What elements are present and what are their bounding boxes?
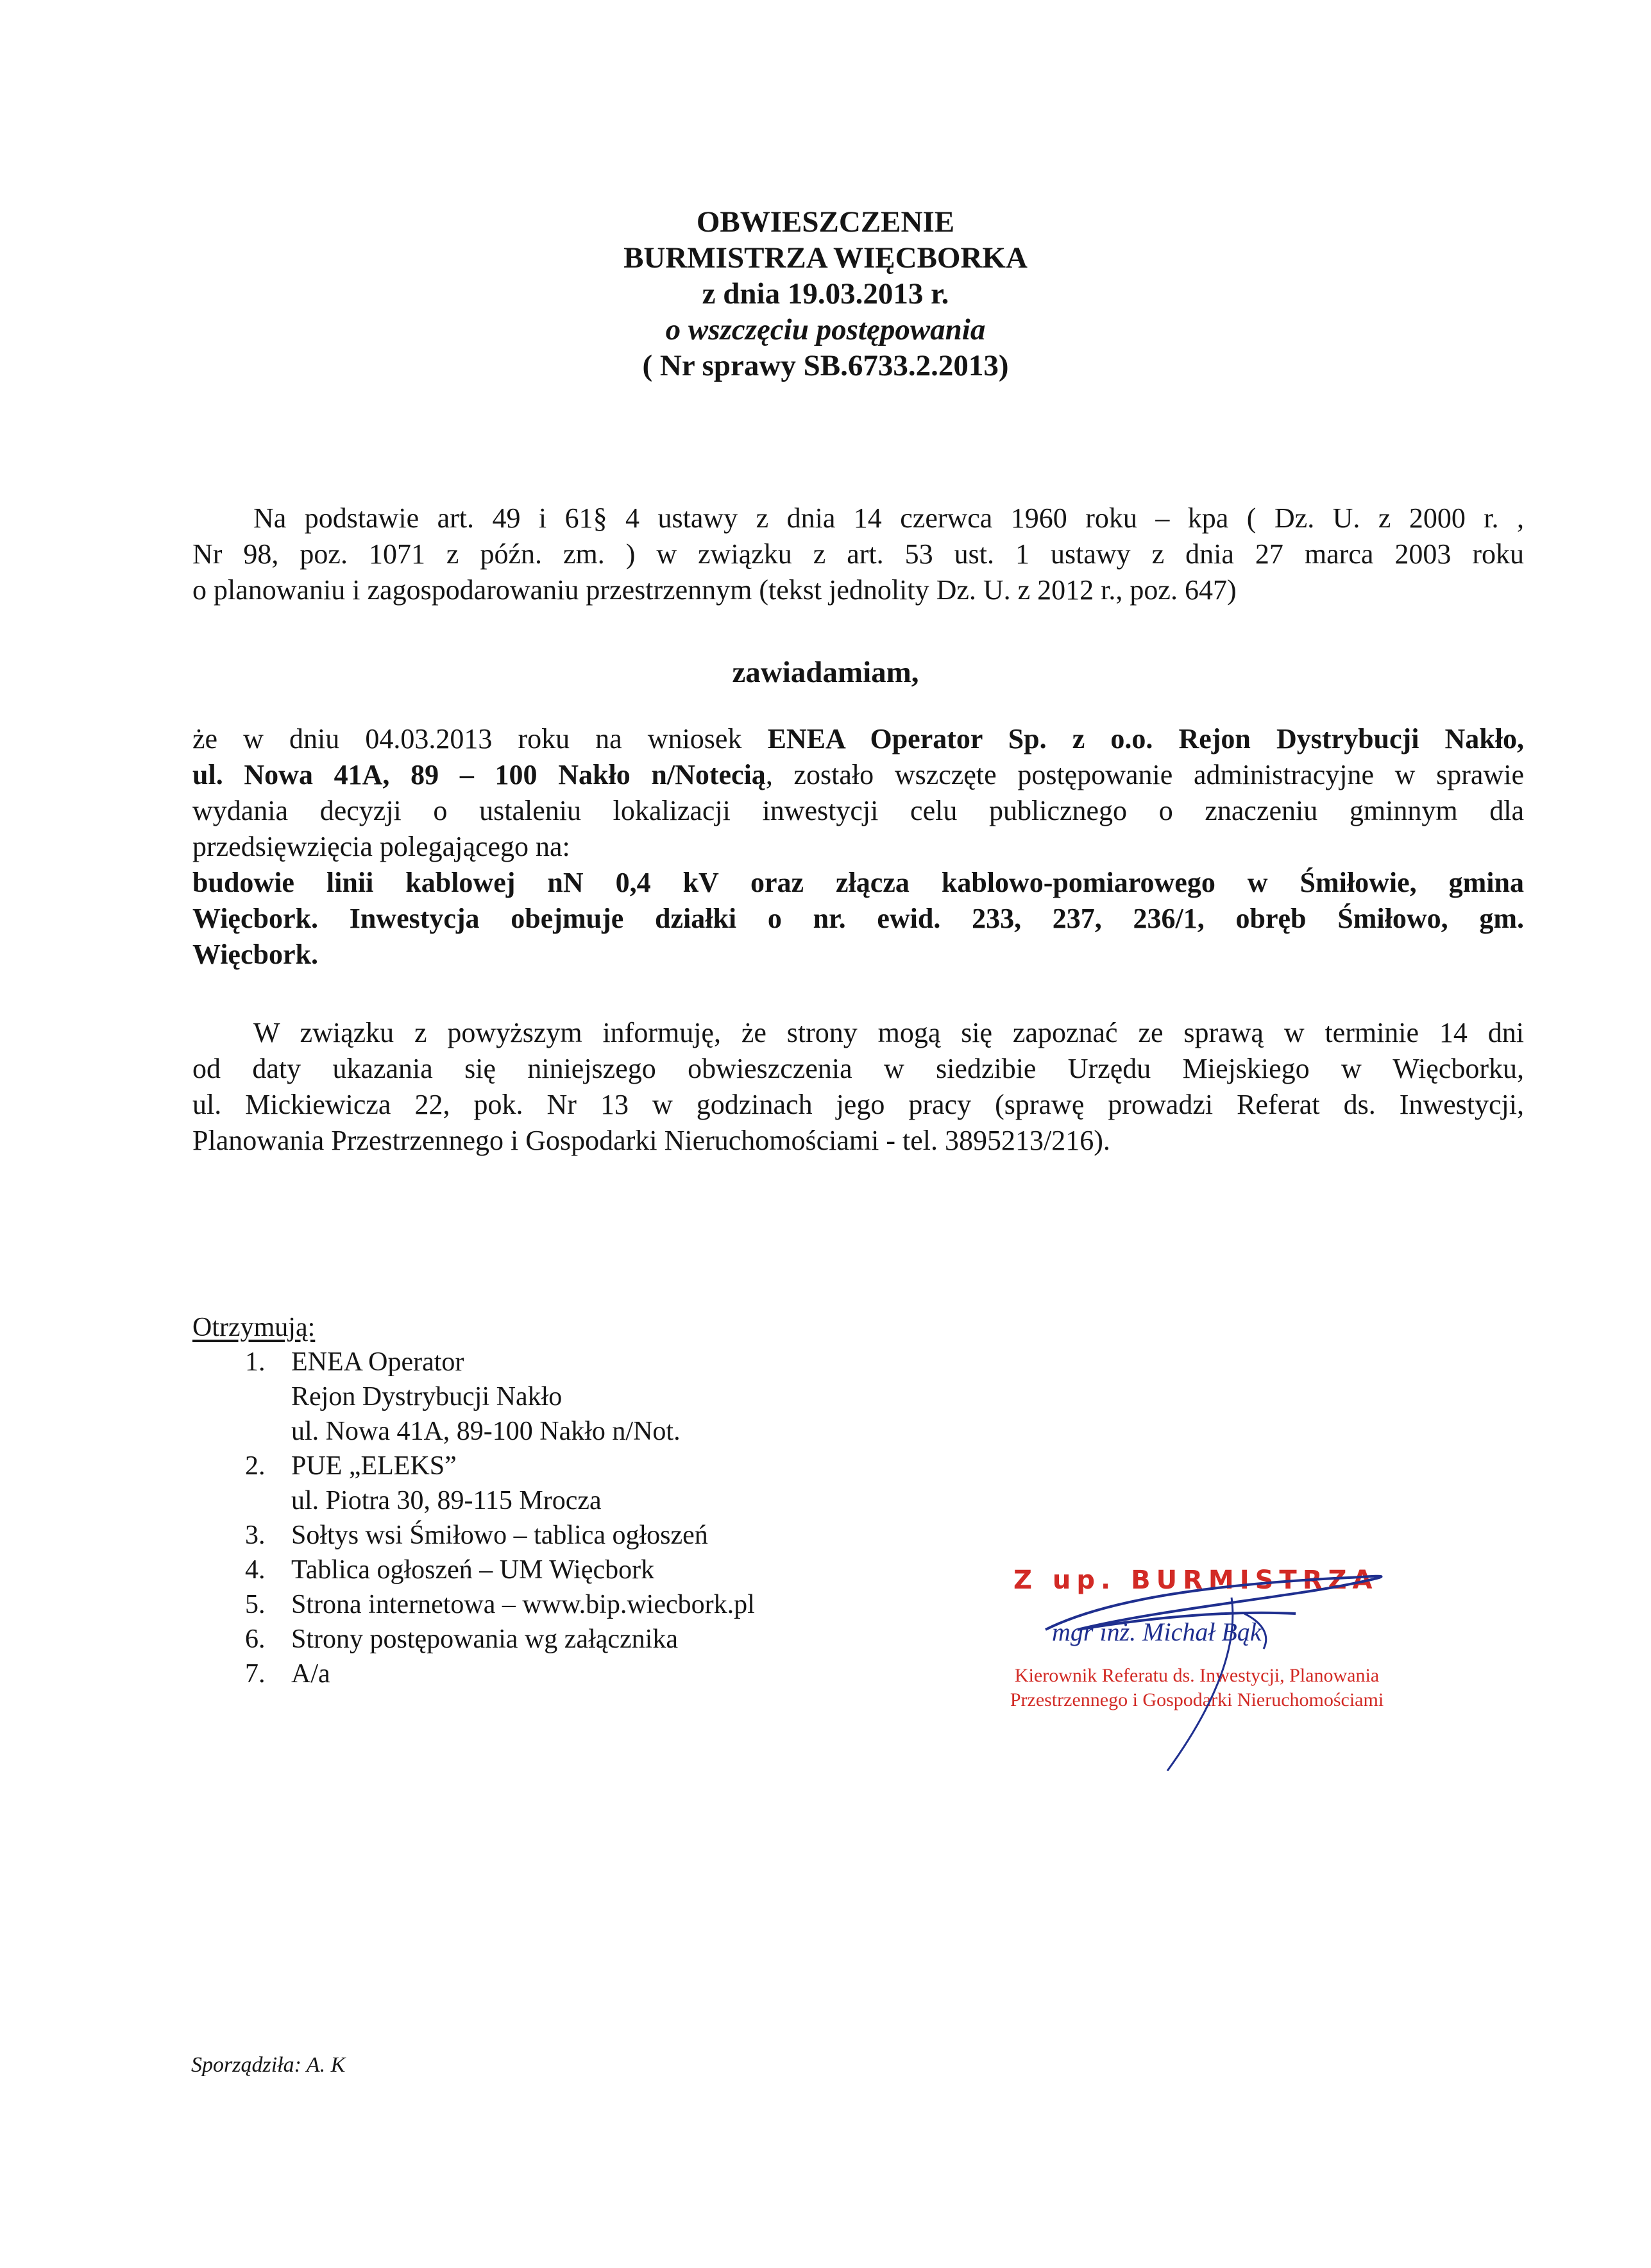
header-title: OBWIESZCZENIE [696, 205, 955, 239]
handwritten-signature [962, 1559, 1411, 1771]
info-line: od daty ukazania się niniejszego obwieszczenia w siedzibie Urzędu Miejskiego w Więcborku, [192, 1053, 1524, 1084]
recipient-number: 5. [245, 1590, 266, 1619]
legal-basis-line: Na podstawie art. 49 i 61§ 4 ustawy z dnia 14 czerwca 1960 roku – kpa ( Dz. U. z 2000 r. , [253, 502, 1524, 534]
recipient-line: Strona internetowa – www.bip.wiecbork.pl [291, 1590, 755, 1619]
recipients-list [192, 1345, 755, 1691]
recipient-item [192, 1345, 755, 1449]
prepared-by-note: Sporządziła: A. K [191, 2053, 346, 2077]
recipient-number: 2. [245, 1451, 266, 1481]
recipient-line: Sołtys wsi Śmiłowo – tablica ogłoszeń [291, 1521, 708, 1550]
header-subject: o wszczęciu postępowania [665, 313, 986, 346]
recipient-number: 1. [245, 1347, 266, 1377]
investment-line [192, 865, 1524, 901]
investment-line [192, 901, 1524, 937]
legal-basis-paragraph [192, 500, 1524, 608]
announcement-verb: zawiadamiam, [732, 656, 919, 689]
recipient-line: A/a [291, 1659, 330, 1689]
info-line: ul. Mickiewicza 22, pok. Nr 13 w godzinach jego pracy (sprawę prowadzi Referat ds. Inwestycji, [192, 1089, 1524, 1120]
recipient-item [192, 1449, 755, 1518]
notice-text: że w dniu 04.03.2013 roku na wniosek [192, 723, 768, 755]
recipient-item [192, 1518, 755, 1553]
recipient-line: Tablica ogłoszeń – UM Więcbork [291, 1555, 655, 1585]
investment-text: Więcbork. Inwestycja obejmuje działki o nr. ewid. 233, 237, 236/1, obręb Śmiłowo, gm. [192, 903, 1524, 934]
recipient-number: 7. [245, 1659, 266, 1689]
notice-line: przedsięwzięcia polegającego na: [192, 831, 570, 862]
stamp-position-line: Kierownik Referatu ds. Inwestycji, Planowania [1014, 1665, 1380, 1686]
investment-text: Więcbork. [192, 939, 318, 970]
investment-text: budowie linii kablowej nN 0,4 kV oraz złącza kablowo-pomiarowego w Śmiłowie, gmina [192, 867, 1524, 898]
legal-basis-line: Nr 98, poz. 1071 z późn. zm. ) w związku z art. 53 ust. 1 ustawy z dnia 27 marca 2003 roku [192, 538, 1524, 570]
legal-basis-line: o planowaniu i zagospodarowaniu przestrzennym (tekst jednolity Dz. U. z 2012 r., poz. 647) [192, 574, 1237, 606]
recipient-number: 3. [245, 1521, 266, 1550]
stamp-position-line: Przestrzennego i Gospodarki Nieruchomościami [1010, 1689, 1384, 1710]
applicant-name: ENEA Operator Sp. z o.o. Rejon Dystrybucji Nakło, [767, 723, 1524, 755]
recipients-section [192, 1310, 755, 1691]
recipient-number: 4. [245, 1555, 266, 1585]
recipient-line: ENEA Operator [291, 1347, 464, 1377]
stamp-official-name: mgr inż. Michał Bąk [1052, 1617, 1262, 1646]
applicant-address: ul. Nowa 41A, 89 – 100 Nakło n/Notecią [192, 759, 766, 790]
info-line: W związku z powyższym informuję, że strony mogą się zapoznać ze sprawą w terminie 14 dni [253, 1017, 1524, 1048]
notice-line [192, 757, 1524, 793]
header-authority: BURMISTRZA WIĘCBORKA [623, 241, 1028, 275]
notice-line: wydania decyzji o ustaleniu lokalizacji inwestycji celu publicznego o znaczeniu gminnym dla [192, 795, 1524, 826]
recipient-line: ul. Nowa 41A, 89-100 Nakło n/Not. [291, 1417, 681, 1446]
recipient-line: ul. Piotra 30, 89-115 Mrocza [291, 1486, 602, 1515]
header-case-number: ( Nr sprawy SB.6733.2.2013) [642, 349, 1009, 382]
recipient-line: PUE „ELEKS” [291, 1451, 457, 1481]
investment-line [192, 937, 1524, 973]
notice-text: , zostało wszczęte postępowanie administracyjne w sprawie [765, 759, 1524, 790]
notice-paragraph [192, 721, 1524, 973]
document-header [0, 204, 1651, 384]
header-date: z dnia 19.03.2013 r. [702, 277, 949, 311]
notice-line [192, 721, 1524, 757]
recipient-line: Rejon Dystrybucji Nakło [291, 1382, 563, 1411]
recipient-item [192, 1587, 755, 1622]
recipients-title: Otrzymują: [192, 1313, 316, 1342]
stamp-title: Z up. BURMISTRZA [1013, 1565, 1378, 1595]
recipient-item [192, 1657, 755, 1691]
recipient-line: Strony postępowania wg załącznika [291, 1624, 678, 1654]
info-paragraph [192, 1015, 1524, 1159]
info-line: Planowania Przestrzennego i Gospodarki Nieruchomościami - tel. 3895213/216). [192, 1125, 1110, 1156]
recipient-number: 6. [245, 1624, 266, 1654]
recipient-item [192, 1622, 755, 1657]
recipient-item [192, 1553, 755, 1587]
